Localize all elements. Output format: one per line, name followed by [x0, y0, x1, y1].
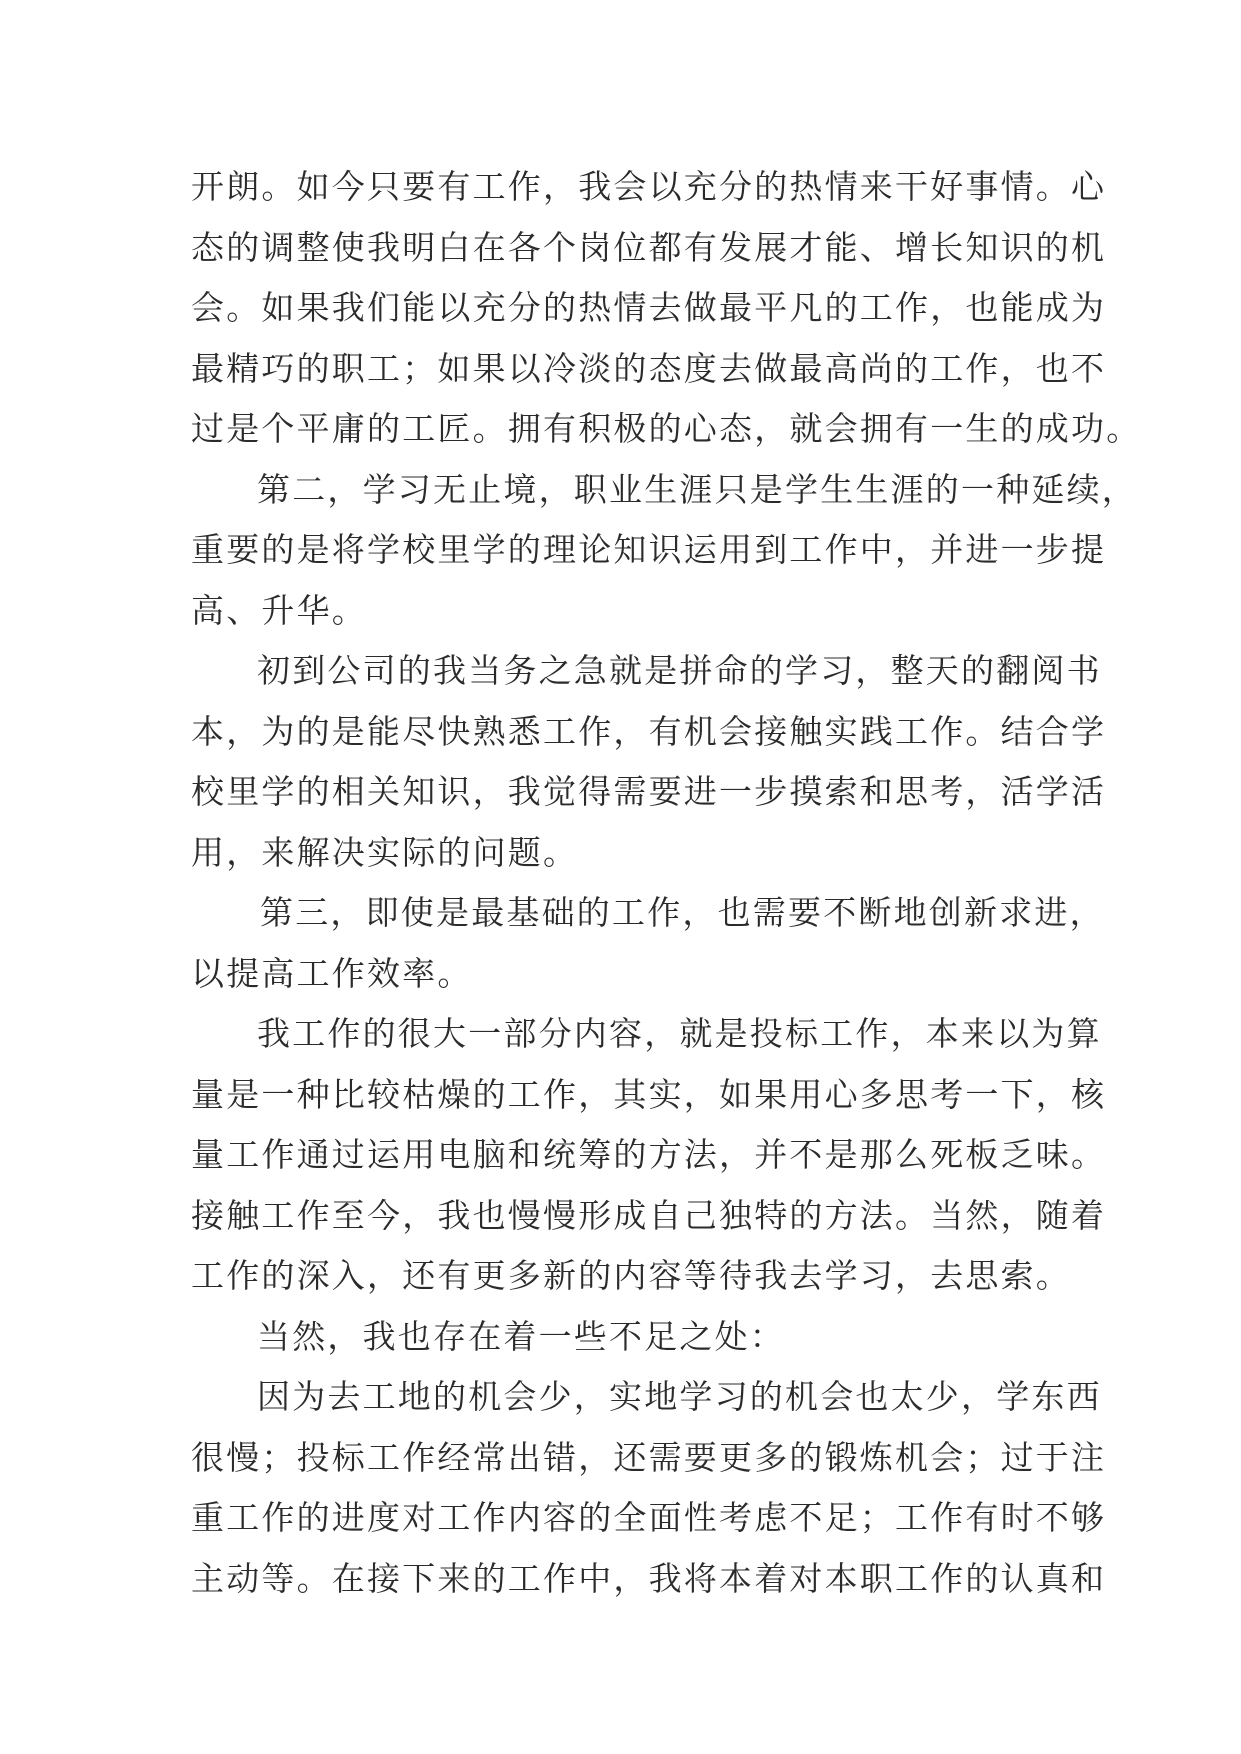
text-line: 开朗。如今只要有工作，我会以充分的热情来干好事情。心: [191, 167, 1107, 206]
text-line: 校里学的相关知识，我觉得需要进一步摸索和思考，活学活: [191, 772, 1107, 811]
text-line: 用，来解决实际的问题。: [191, 832, 579, 872]
text-line: 过是个平庸的工匠。拥有积极的心态，就会拥有一生的成功。: [191, 409, 1142, 448]
text-line: 高、升华。: [191, 590, 367, 630]
text-line: 最精巧的职工；如果以冷淡的态度去做最高尚的工作，也不: [191, 348, 1107, 388]
text-line: 重要的是将学校里学的理论知识运用到工作中，并进一步提: [191, 530, 1107, 569]
paragraph-first-line: 第三，即使是最基础的工作，也需要不断地创新求进，: [260, 893, 1105, 932]
paragraph-first-line: 初到公司的我当务之急就是拼命的学习，整天的翻阅书: [257, 651, 1102, 690]
document-body: [191, 157, 1142, 1609]
text-line: 很慢；投标工作经常出错，还需要更多的锻炼机会；过于注: [191, 1437, 1107, 1477]
paragraph-first-line: 我工作的很大一部分内容，就是投标工作，本来以为算: [257, 1014, 1102, 1053]
text-line: 会。如果我们能以充分的热情去做最平凡的工作，也能成为: [191, 288, 1107, 327]
text-line: 量是一种比较枯燥的工作，其实，如果用心多思考一下，核: [191, 1074, 1107, 1114]
paragraph-first-line: 当然，我也存在着一些不足之处：: [257, 1316, 785, 1356]
paragraph-first-line: 第二，学习无止境，职业生涯只是学生生涯的一种延续，: [257, 469, 1137, 509]
paragraph-first-line: 因为去工地的机会少，实地学习的机会也太少，学东西: [257, 1377, 1102, 1416]
text-line: 态的调整使我明白在各个岗位都有发展才能、增长知识的机: [191, 227, 1107, 267]
text-line: 重工作的进度对工作内容的全面性考虑不足；工作有时不够: [191, 1498, 1107, 1537]
text-line: 以提高工作效率。: [191, 953, 473, 993]
text-line: 工作的深入，还有更多新的内容等待我去学习，去思索。: [191, 1256, 1071, 1295]
text-line: 量工作通过运用电脑和统筹的方法，并不是那么死板乏味。: [191, 1135, 1107, 1174]
text-line: 主动等。在接下来的工作中，我将本着对本职工作的认真和: [191, 1558, 1107, 1598]
text-line: 本，为的是能尽快熟悉工作，有机会接触实践工作。结合学: [191, 711, 1107, 751]
text-line: 接触工作至今，我也慢慢形成自己独特的方法。当然，随着: [191, 1195, 1107, 1235]
